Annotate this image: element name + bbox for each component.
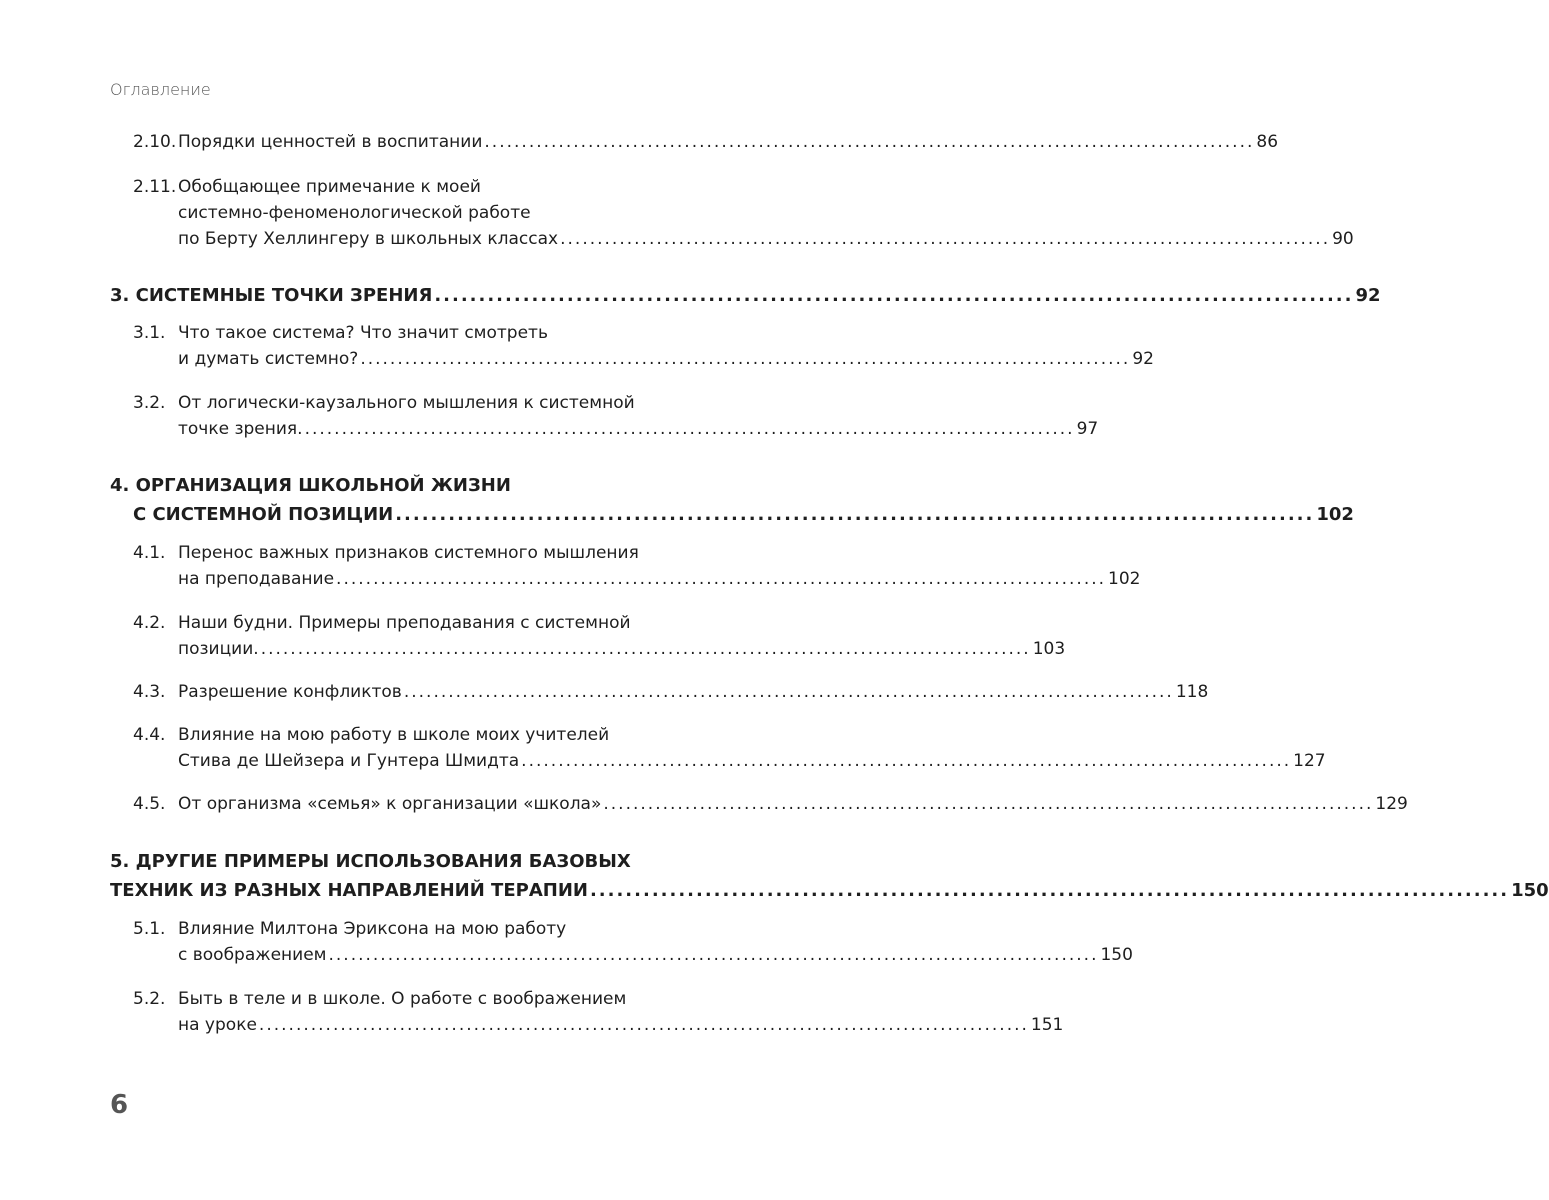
toc-entry-title: на уроке	[178, 1015, 257, 1035]
toc-page-number: 102	[1108, 569, 1141, 589]
toc-page-number: 150	[1511, 880, 1549, 901]
toc-entry-title: позиции.	[178, 639, 259, 659]
toc-page-number: 92	[1355, 285, 1381, 306]
toc-page-number: 127	[1293, 751, 1326, 771]
toc-page-number: 97	[1076, 419, 1099, 439]
toc-entry-title: и думать системно?	[178, 349, 359, 369]
toc-entry-title: Влияние Милтона Эриксона на мою работу	[178, 919, 567, 939]
toc-page-number: 118	[1175, 682, 1209, 702]
toc-entry-title: Быть в теле и в школе. О работе с воображением	[178, 989, 627, 1009]
toc-dot-leader: ........................................................................................................	[328, 945, 1099, 965]
toc-dot-leader: ........................................................................................................	[258, 1015, 1029, 1035]
toc-dot-leader: ........................................................................................................	[434, 285, 1354, 306]
toc-entry-title: системно-феноменологической работе	[178, 203, 531, 223]
toc-page-number: 129	[1375, 794, 1408, 814]
toc-page-number: 103	[1032, 639, 1066, 659]
toc-page-number: 150	[1100, 945, 1133, 965]
toc-entry-title: Обобщающее примечание к моей	[178, 177, 481, 197]
toc-page-number: 86	[1256, 132, 1279, 152]
toc-entry-title: по Берту Хеллингеру в школьных классах	[178, 229, 559, 249]
toc-dot-leader: ........................................................................................................	[603, 794, 1374, 814]
page-number: 6	[110, 1090, 129, 1120]
toc-entry-number: 5.1.	[133, 919, 166, 939]
toc-section-title: 4. ОРГАНИЗАЦИЯ ШКОЛЬНОЙ ЖИЗНИ	[110, 475, 511, 496]
toc-entry-number: 3.1.	[133, 323, 166, 343]
toc-leader-line	[178, 792, 1408, 816]
toc-leader-line	[133, 503, 1354, 527]
toc-leader-line	[178, 943, 1133, 967]
toc-entry-title: Разрешение конфликтов	[178, 682, 402, 702]
toc-leader-line	[110, 284, 1381, 308]
toc-dot-leader: ........................................................................................................	[304, 419, 1075, 439]
toc-dot-leader: ........................................................................................................	[360, 349, 1131, 369]
toc-leader-line	[178, 227, 1354, 251]
toc-entry-number: 4.1.	[133, 543, 166, 563]
toc-leader-line	[178, 347, 1154, 371]
toc-dot-leader: ........................................................................................................	[403, 682, 1174, 702]
toc-entry-title: Наши будни. Примеры преподавания с системной	[178, 613, 631, 633]
toc-leader-line	[178, 1013, 1064, 1037]
toc-leader-line	[178, 749, 1326, 773]
toc-dot-leader: ........................................................................................................	[521, 751, 1292, 771]
toc-entry-number: 4.2.	[133, 613, 166, 633]
toc-page-number: 90	[1332, 229, 1354, 249]
toc-entry-title: Порядки ценностей в воспитании	[178, 132, 483, 152]
toc-dot-leader: ........................................................................................................	[260, 639, 1031, 659]
toc-entry-title: с воображением	[178, 945, 327, 965]
toc-entry-title: Стива де Шейзера и Гунтера Шмидта	[178, 751, 520, 771]
toc-entry-title: От организма «семья» к организации «школа»	[178, 794, 602, 814]
toc-entry-number: 5.2.	[133, 989, 166, 1009]
toc-entry-title: точке зрения.	[178, 419, 303, 439]
toc-dot-leader: ........................................................................................................	[336, 569, 1107, 589]
toc-entry-title: Что такое система? Что значит смотреть	[178, 323, 548, 343]
toc-page-number: 151	[1030, 1015, 1064, 1035]
toc-entry-number: 2.10.	[133, 132, 177, 152]
toc-entry-number: 2.11.	[133, 177, 177, 197]
toc-dot-leader: ........................................................................................................	[560, 229, 1331, 249]
toc-entry-number: 4.4.	[133, 725, 166, 745]
toc-leader-line	[178, 130, 1279, 154]
toc-leader-line	[110, 879, 1549, 903]
toc-leader-line	[178, 567, 1141, 591]
toc-section-title: ТЕХНИК ИЗ РАЗНЫХ НАПРАВЛЕНИЙ ТЕРАПИИ	[110, 880, 588, 901]
toc-dot-leader: ........................................................................................................	[589, 880, 1510, 901]
toc-page-number: 102	[1316, 504, 1354, 525]
running-header: Оглавление	[110, 80, 211, 99]
toc-dot-leader: ........................................................................................................	[484, 132, 1255, 152]
toc-leader-line	[178, 637, 1066, 661]
toc-entry-title: От логически-каузального мышления к системной	[178, 393, 635, 413]
toc-entry-number: 4.5.	[133, 794, 166, 814]
toc-dot-leader: ........................................................................................................	[395, 504, 1315, 525]
toc-section-title: 5. ДРУГИЕ ПРИМЕРЫ ИСПОЛЬЗОВАНИЯ БАЗОВЫХ	[110, 851, 631, 872]
toc-section-title: 3. СИСТЕМНЫЕ ТОЧКИ ЗРЕНИЯ	[110, 285, 433, 306]
toc-section-title: С СИСТЕМНОЙ ПОЗИЦИИ	[133, 504, 394, 525]
toc-entry-title: на преподавание	[178, 569, 335, 589]
toc-entry-title: Влияние на мою работу в школе моих учителей	[178, 725, 610, 745]
toc-leader-line	[178, 680, 1209, 704]
toc-entry-number: 4.3.	[133, 682, 166, 702]
toc-entry-number: 3.2.	[133, 393, 166, 413]
toc-entry-title: Перенос важных признаков системного мышления	[178, 543, 639, 563]
toc-page-number: 92	[1132, 349, 1154, 369]
toc-leader-line	[178, 417, 1099, 441]
